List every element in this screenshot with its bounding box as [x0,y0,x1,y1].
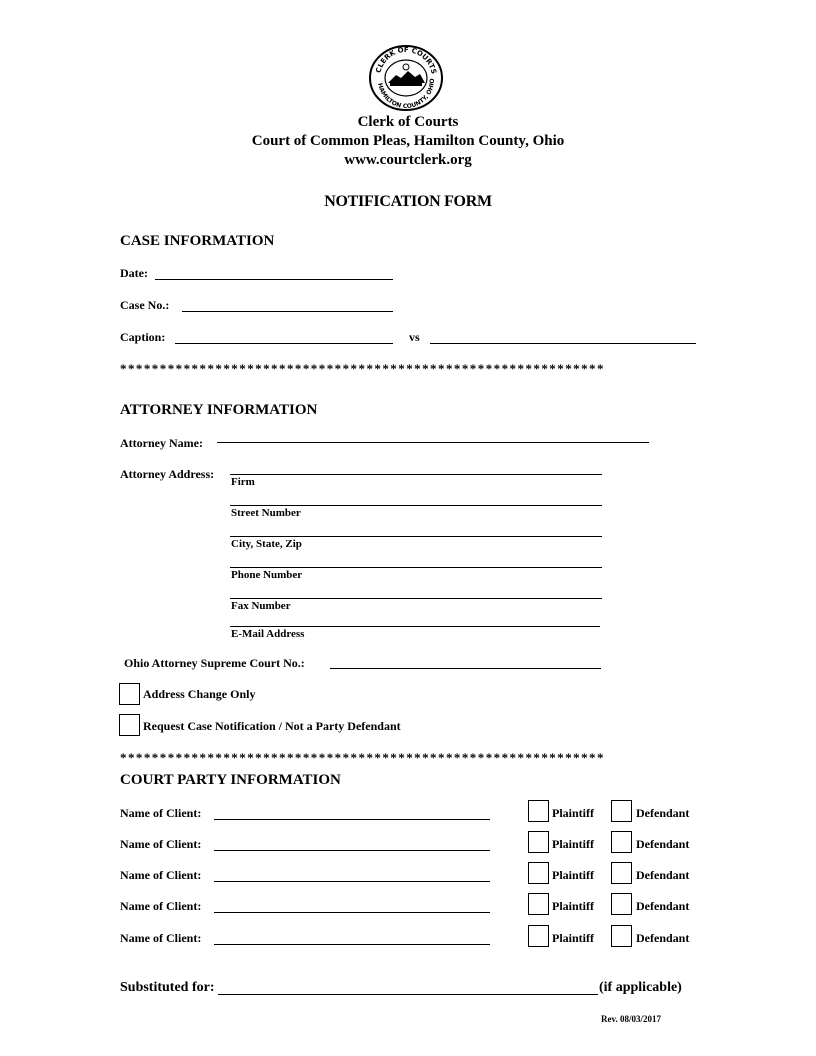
case-no-label: Case No.: [120,298,170,312]
supreme-court-no-label: Ohio Attorney Supreme Court No.: [124,656,305,670]
separator-1: ************************************************************* [120,361,605,376]
client-name-field[interactable] [214,850,490,851]
plaintiff-label: Plaintiff [552,837,594,851]
plaintiff-label: Plaintiff [552,931,594,945]
address-change-label: Address Change Only [143,687,256,701]
date-field[interactable] [155,279,393,280]
court-party-heading: COURT PARTY INFORMATION [120,772,341,788]
phone-label: Phone Number [231,569,303,581]
plaintiff-label: Plaintiff [552,899,594,913]
defendant-checkbox[interactable] [611,893,632,915]
supreme-court-no-field[interactable] [330,668,601,669]
address-change-checkbox[interactable] [119,683,140,705]
city-state-zip-field[interactable] [230,536,602,537]
client-name-label: Name of Client: [120,899,202,913]
plaintiff-label: Plaintiff [552,868,594,882]
case-info-heading: CASE INFORMATION [120,233,275,249]
client-name-field[interactable] [214,912,490,913]
plaintiff-checkbox[interactable] [528,893,549,915]
fax-field[interactable] [230,598,602,599]
plaintiff-checkbox[interactable] [528,831,549,853]
caption-label: Caption: [120,330,166,344]
attorney-name-label: Attorney Name: [120,436,203,450]
form-title: NOTIFICATION FORM [324,193,492,210]
defendant-label: Defendant [636,868,690,882]
defendant-label: Defendant [636,806,690,820]
street-label: Street Number [231,507,301,519]
firm-field[interactable] [230,474,602,475]
client-name-field[interactable] [214,944,490,945]
email-label: E-Mail Address [231,628,305,640]
substituted-for-field[interactable] [218,994,598,995]
defendant-checkbox[interactable] [611,831,632,853]
revision-date: Rev. 08/03/2017 [601,1014,661,1024]
plaintiff-checkbox[interactable] [528,862,549,884]
fax-label: Fax Number [231,600,291,612]
court-name: Court of Common Pleas, Hamilton County, Ohio [251,133,565,149]
substituted-for-label: Substituted for: [120,980,215,995]
defendant-label: Defendant [636,899,690,913]
defendant-checkbox[interactable] [611,862,632,884]
plaintiff-checkbox[interactable] [528,800,549,822]
seal-text-top: CLERK OF COURTS [374,45,438,75]
attorney-name-field[interactable] [217,442,649,443]
caption-field-right[interactable] [430,343,696,344]
client-name-label: Name of Client: [120,868,202,882]
clerk-of-courts-seal [368,45,444,111]
plaintiff-checkbox[interactable] [528,925,549,947]
caption-field-left[interactable] [175,343,393,344]
separator-2: ************************************************************* [120,750,605,765]
street-field[interactable] [230,505,602,506]
city-state-zip-label: City, State, Zip [231,538,302,550]
website: www.courtclerk.org [344,152,472,168]
attorney-info-heading: ATTORNEY INFORMATION [120,402,318,418]
client-name-label: Name of Client: [120,806,202,820]
vs-label: vs [409,330,420,344]
request-notification-label: Request Case Notification / Not a Party Defendant [143,719,401,733]
defendant-label: Defendant [636,931,690,945]
defendant-checkbox[interactable] [611,800,632,822]
firm-label: Firm [231,476,255,488]
request-notification-checkbox[interactable] [119,714,140,736]
date-label: Date: [120,266,148,280]
client-name-label: Name of Client: [120,931,202,945]
client-name-label: Name of Client: [120,837,202,851]
attorney-address-label: Attorney Address: [120,467,215,481]
plaintiff-label: Plaintiff [552,806,594,820]
seal-text-bottom: HAMILTON COUNTY, OHIO [376,78,437,111]
phone-field[interactable] [230,567,602,568]
office-title: Clerk of Courts [357,114,459,130]
case-no-field[interactable] [182,311,393,312]
if-applicable-label: (if applicable) [599,980,682,995]
client-name-field[interactable] [214,819,490,820]
email-field[interactable] [230,626,600,627]
defendant-label: Defendant [636,837,690,851]
client-name-field[interactable] [214,881,490,882]
defendant-checkbox[interactable] [611,925,632,947]
